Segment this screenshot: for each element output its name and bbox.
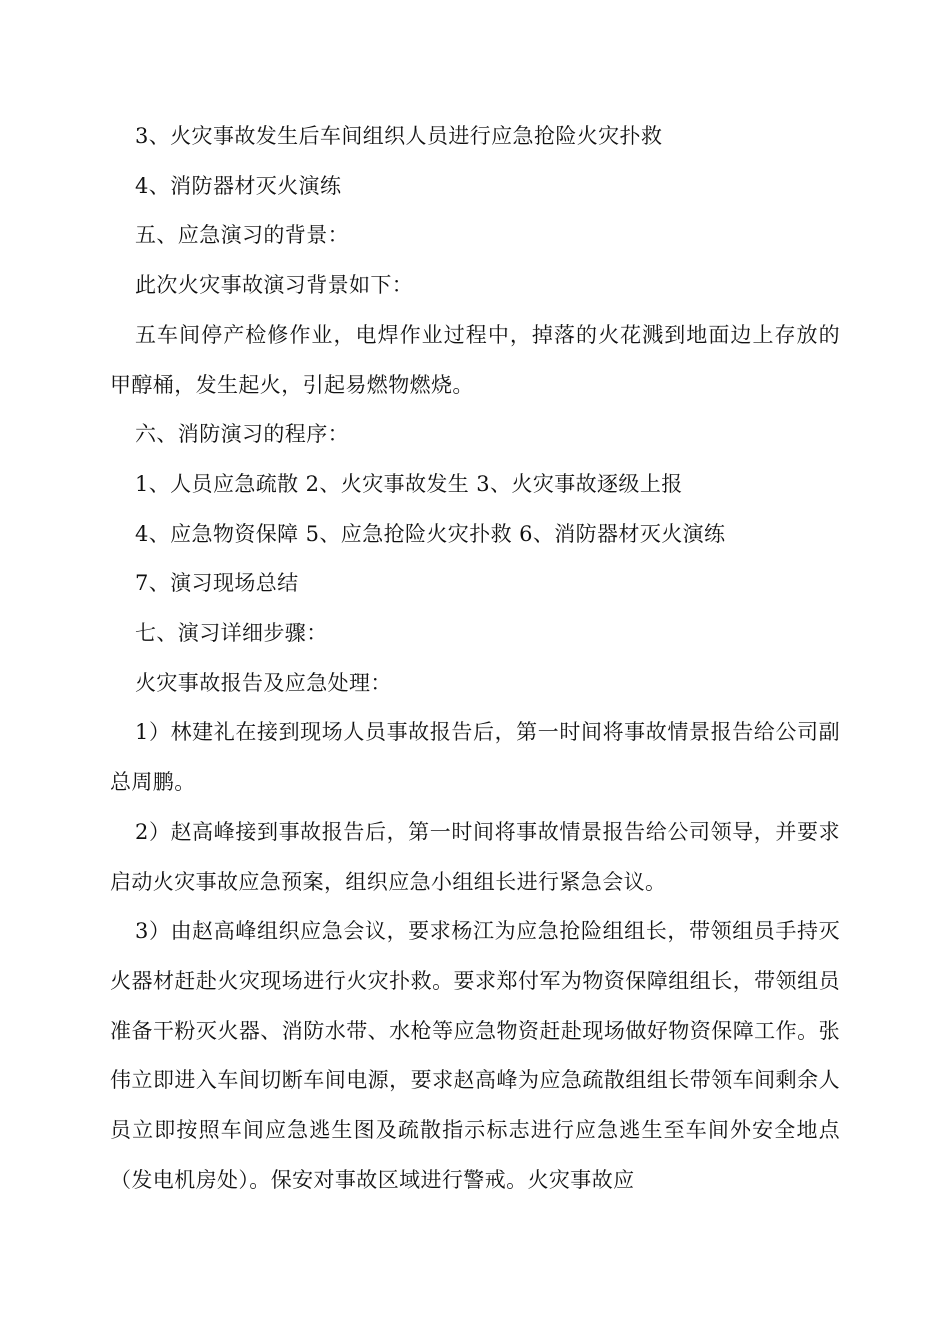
step-1-report: 1）林建礼在接到现场人员事故报告后，第一时间将事故情景报告给公司副总周鹏。 [110, 720, 840, 795]
procedure-steps-1-3: 1、人员应急疏散 2、火灾事故发生 3、火灾事故逐级上报 [135, 471, 683, 496]
section-heading-background: 五、应急演习的背景： [135, 223, 349, 248]
section-heading-detailed-steps: 七、演习详细步骤： [135, 621, 328, 646]
step-2-escalation: 2）赵高峰接到事故报告后，第一时间将事故情景报告给公司领导，并要求启动火灾事故应急预案，组织应急小组组长进行紧急会议。 [110, 819, 840, 894]
procedure-steps-4-6: 4、应急物资保障 5、应急抢险火灾扑救 6、消防器材灭火演练 [135, 521, 726, 546]
step-3-emergency-meeting: 3）由赵高峰组织应急会议，要求杨江为应急抢险组组长，带领组员手持灭火器材赶赴火灾现场进行火灾扑救。要求郑付军为物资保障组组长，带领组员准备干粉灭火器、消防水带、水枪等应急物资赶赴现场做好物资保障工作。张伟立即进入车间切断车间电源，要求赵高峰为应急疏散组组长带领车间剩余人员立即按照车间应急逃生图及疏散指示标志进行应急逃生至车间外安全地点（发电机房处）。保安对事故区域进行警戒。火灾事故应 [110, 919, 840, 1192]
procedure-step-7: 7、演习现场总结 [135, 571, 299, 596]
list-item-extinguisher-drill: 4、消防器材灭火演练 [135, 173, 342, 198]
background-description: 五车间停产检修作业，电焊作业过程中，掉落的火花溅到地面边上存放的甲醇桶，发生起火，引起易燃物燃烧。 [110, 322, 840, 397]
subheading-report-handling: 火灾事故报告及应急处理： [135, 670, 392, 695]
section-heading-procedure: 六、消防演习的程序： [135, 422, 349, 447]
list-item-fire-rescue: 3、火灾事故发生后车间组织人员进行应急抢险火灾扑救 [135, 124, 663, 148]
background-intro: 此次火灾事故演习背景如下： [135, 273, 414, 298]
document-body [110, 112, 840, 1205]
